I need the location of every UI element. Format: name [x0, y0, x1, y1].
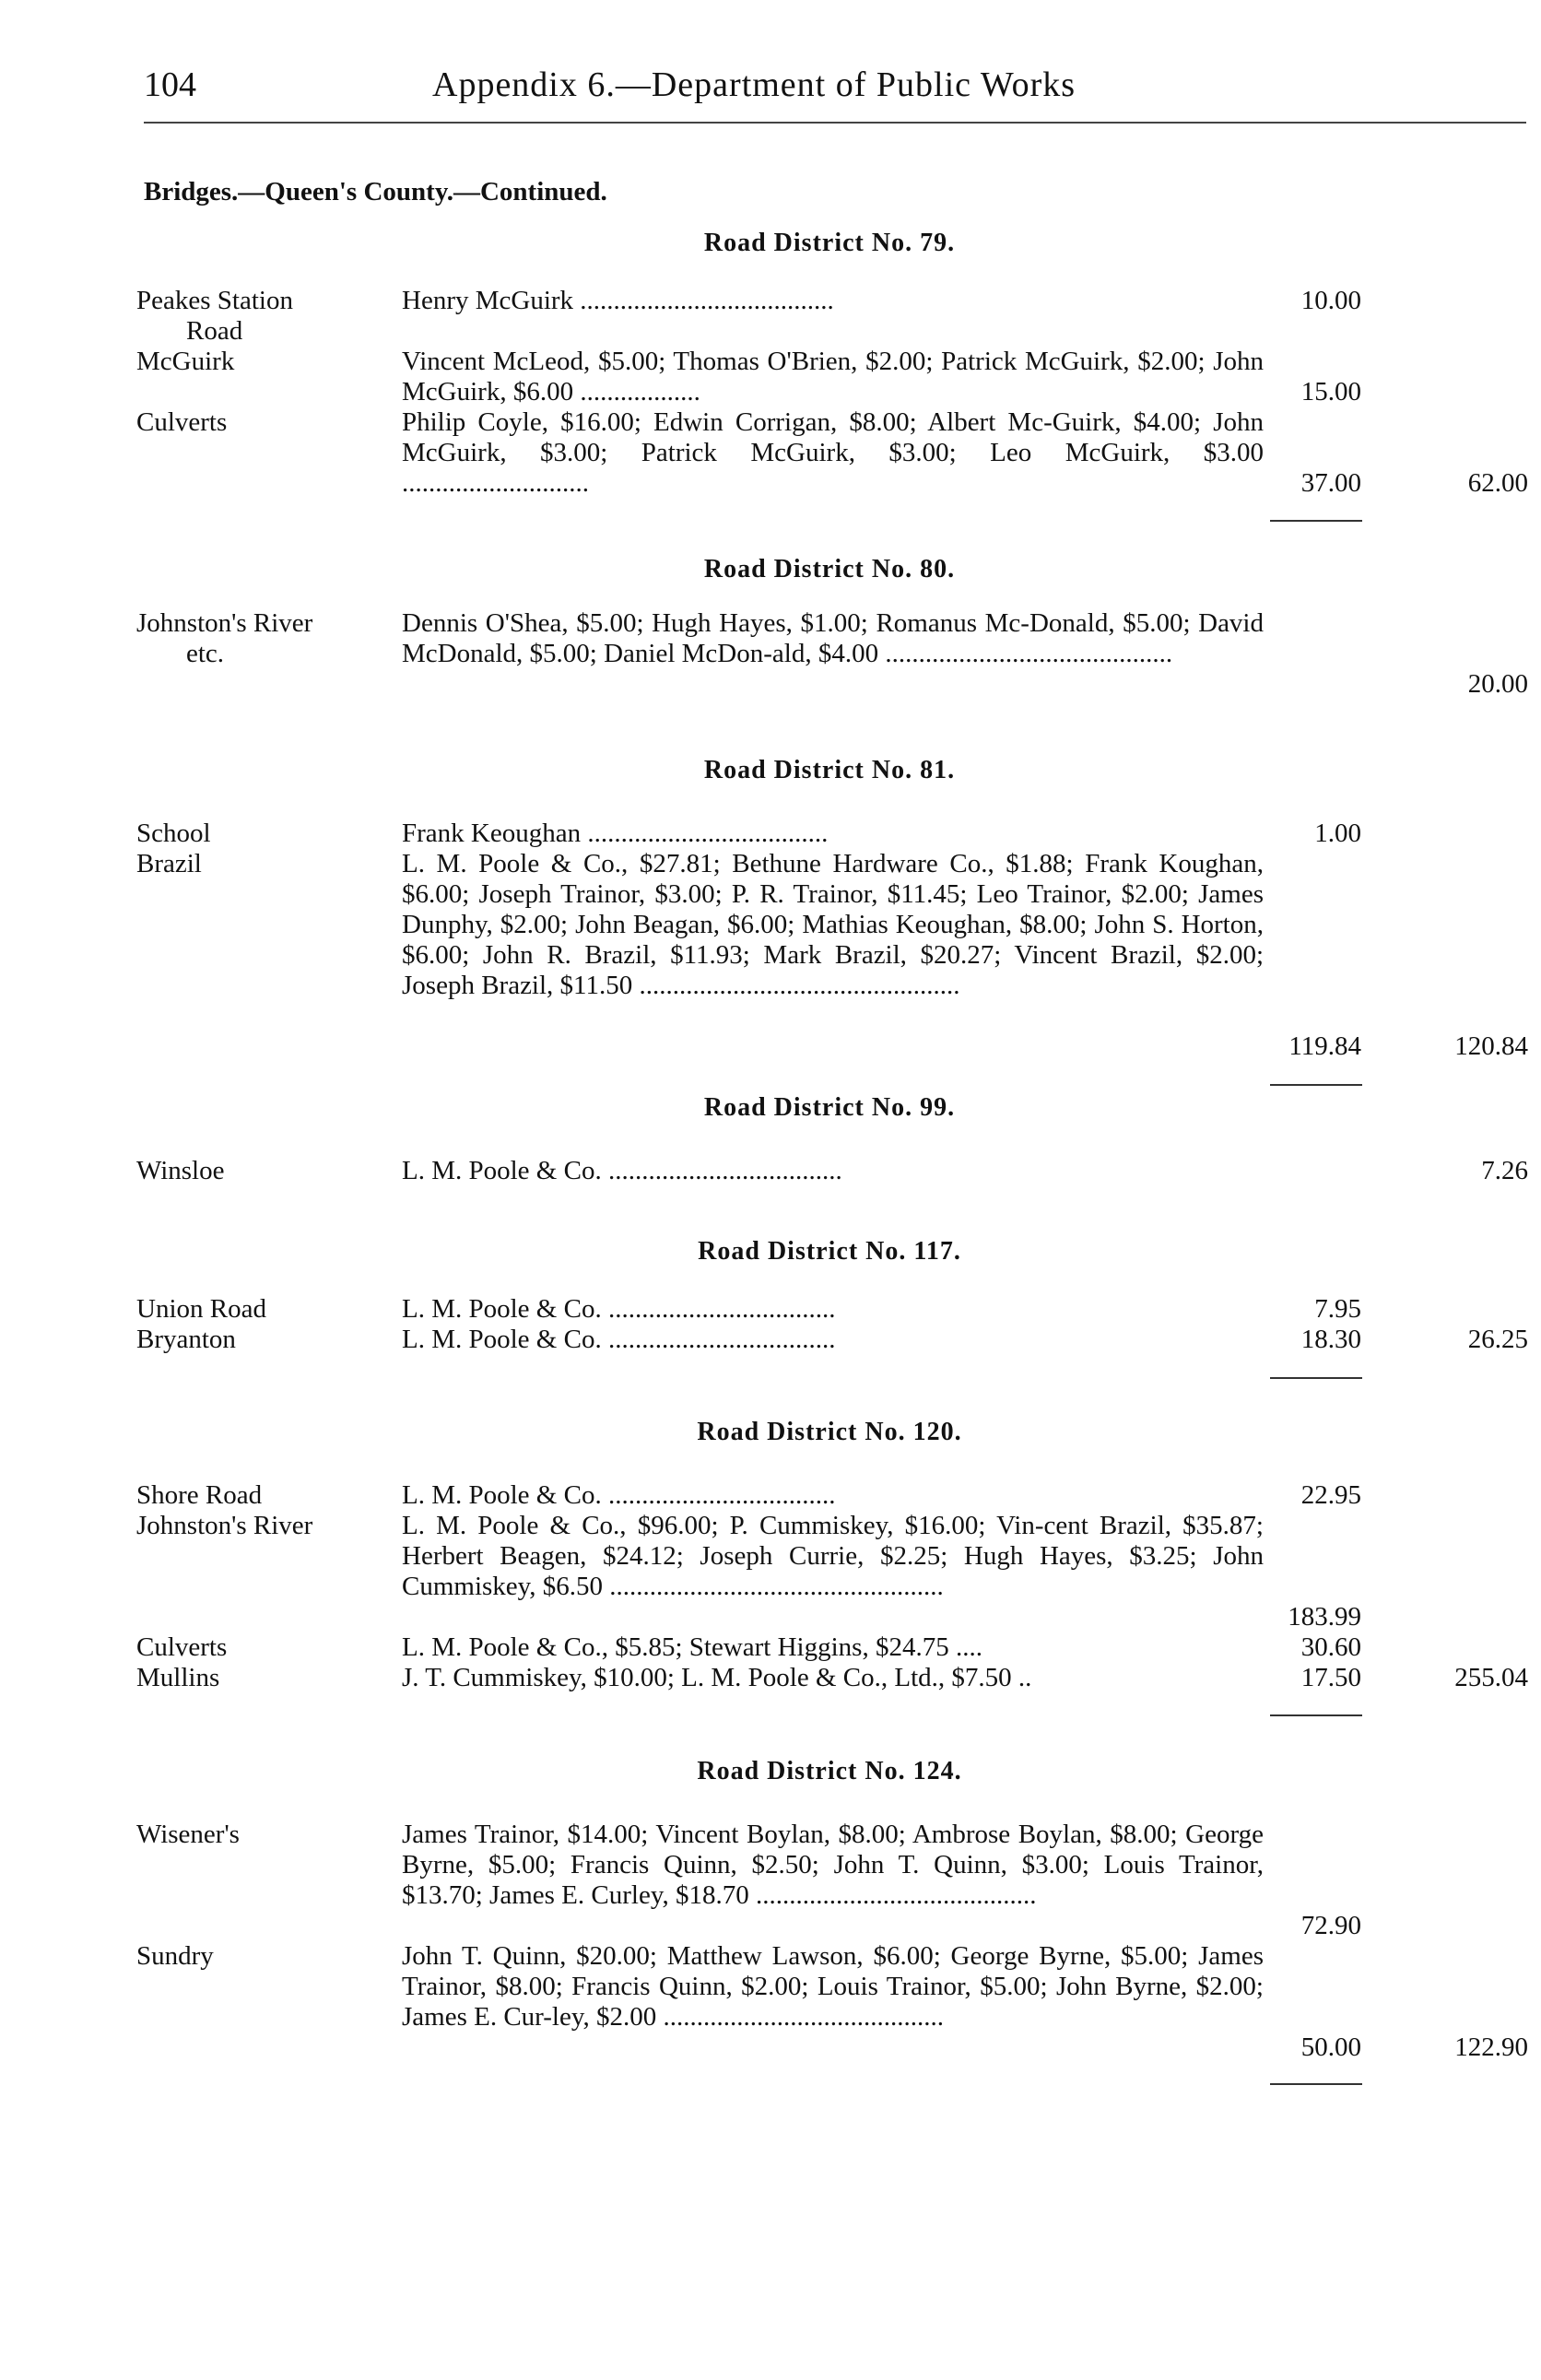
entry-amount: 15.00	[1300, 377, 1361, 406]
subtotal-rule	[1270, 2083, 1362, 2085]
location-label: Union Road	[136, 1294, 266, 1324]
district-title: Road District No. 99.	[703, 1093, 956, 1122]
location-label: Sundry	[136, 1941, 214, 1971]
entry-description: L. M. Poole & Co., $27.81; Bethune Hardware Co., $1.88; Frank Koughan, $6.00; Joseph Trainor, $3.00; P. R. Trainor, $11.45; Leo Trainor, $2.00; James Dunphy, $2.00; John Beagan, $6.00; Mathias Keoughan, $8.00; John S. Horton, $6.00; John R. Brazil, $11.93; Mark Brazil, $20.27; Vincent Brazil, $2.00; Joseph Brazil, $11.50 ................................................	[402, 849, 1264, 1000]
location-label: Wisener's	[136, 1820, 240, 1849]
entry-description: Frank Keoughan ....................................	[402, 819, 829, 848]
entry-description: Philip Coyle, $16.00; Edwin Corrigan, $8.00; Albert Mc-Guirk, $4.00; John McGuirk, $3.00; Patrick McGuirk, $3.00; Leo McGuirk, $3.00 ............................	[402, 407, 1264, 498]
location-label: etc.	[186, 639, 225, 668]
entry-amount: 30.60	[1300, 1632, 1361, 1662]
entry-description: L. M. Poole & Co., $5.85; Stewart Higgins, $24.75 ....	[402, 1632, 982, 1662]
district-total: 120.84	[1454, 1031, 1528, 1061]
district-title: Road District No. 124.	[697, 1757, 962, 1785]
entry-description: Dennis O'Shea, $5.00; Hugh Hayes, $1.00; Romanus Mc-Donald, $5.00; David McDonald, $5.00; Daniel McDon-ald, $4.00 ...........................................	[402, 608, 1264, 668]
entry-amount: 18.30	[1300, 1325, 1361, 1354]
entry-description: John T. Quinn, $20.00; Matthew Lawson, $6.00; George Byrne, $5.00; James Trainor, $8.00; Francis Quinn, $2.00; Louis Trainor, $5.00; John Byrne, $2.00; James E. Cur-ley, $2.00 ..........................................	[402, 1941, 1264, 2032]
entry-amount: 72.90	[1300, 1911, 1361, 1940]
location-label: Johnston's River	[136, 1511, 313, 1540]
entry-amount: 50.00	[1300, 2032, 1361, 2062]
district-title: Road District No. 117.	[698, 1237, 961, 1266]
entry-description: L. M. Poole & Co. ..................................	[402, 1480, 836, 1510]
district-total: 7.26	[1481, 1156, 1528, 1185]
page-number: 104	[144, 65, 196, 104]
entry-amount: 1.00	[1314, 819, 1361, 848]
header-rule	[144, 122, 1526, 124]
location-label: Culverts	[136, 1632, 228, 1662]
location-label: Mullins	[136, 1663, 220, 1692]
entry-description: Henry McGuirk ......................................	[402, 286, 834, 315]
district-title: Road District No. 120.	[697, 1418, 962, 1446]
section-subtitle: Bridges.—Queen's County.—Continued.	[144, 177, 607, 206]
entry-description: J. T. Cummiskey, $10.00; L. M. Poole & Co., Ltd., $7.50 ..	[402, 1663, 1032, 1692]
entry-amount: 183.99	[1288, 1602, 1361, 1632]
entry-description: James Trainor, $14.00; Vincent Boylan, $8.00; Ambrose Boylan, $8.00; George Byrne, $5.00; Francis Quinn, $2.50; John T. Quinn, $3.00; Louis Trainor, $13.70; James E. Curley, $18.70 ..........................................	[402, 1820, 1264, 1910]
location-label: McGuirk	[136, 347, 235, 376]
entry-amount: 17.50	[1300, 1663, 1361, 1692]
subtotal-rule	[1270, 1084, 1362, 1086]
location-label: Johnston's River	[136, 608, 313, 638]
entry-description: L. M. Poole & Co. ..................................	[402, 1325, 836, 1354]
location-label: Road	[186, 316, 243, 346]
district-title: Road District No. 80.	[703, 555, 956, 583]
district-total: 62.00	[1467, 468, 1528, 498]
page-header	[144, 65, 1526, 120]
entry-description: L. M. Poole & Co. ...................................	[402, 1156, 842, 1185]
entry-description: L. M. Poole & Co. ..................................	[402, 1294, 836, 1324]
subtotal-rule	[1270, 520, 1362, 522]
location-label: Peakes Station	[136, 286, 293, 315]
district-title: Road District No. 81.	[703, 756, 956, 784]
subtotal-rule	[1270, 1377, 1362, 1379]
entry-amount: 10.00	[1300, 286, 1361, 315]
district-total: 26.25	[1467, 1325, 1528, 1354]
location-label: Brazil	[136, 849, 202, 878]
district-total: 20.00	[1467, 669, 1528, 699]
subtotal-rule	[1270, 1714, 1362, 1716]
district-total: 122.90	[1454, 2032, 1528, 2062]
entry-amount: 37.00	[1300, 468, 1361, 498]
district-title: Road District No. 79.	[703, 229, 956, 257]
location-label: School	[136, 819, 211, 848]
district-total: 255.04	[1454, 1663, 1528, 1692]
entry-description: L. M. Poole & Co., $96.00; P. Cummiskey, $16.00; Vin-cent Brazil, $35.87; Herbert Beagen, $24.12; Joseph Currie, $2.25; Hugh Hayes, $3.25; John Cummiskey, $6.50 ..................................................	[402, 1511, 1264, 1601]
location-label: Culverts	[136, 407, 228, 437]
entry-description: Vincent McLeod, $5.00; Thomas O'Brien, $2.00; Patrick McGuirk, $2.00; John McGuirk, $6.00 ..................	[402, 347, 1264, 406]
entry-amount: 119.84	[1288, 1031, 1361, 1061]
location-label: Bryanton	[136, 1325, 236, 1354]
entry-amount: 7.95	[1314, 1294, 1361, 1324]
running-title: Appendix 6.—Department of Public Works	[432, 65, 1076, 104]
location-label: Shore Road	[136, 1480, 263, 1510]
location-label: Winsloe	[136, 1156, 225, 1185]
entry-amount: 22.95	[1300, 1480, 1361, 1510]
